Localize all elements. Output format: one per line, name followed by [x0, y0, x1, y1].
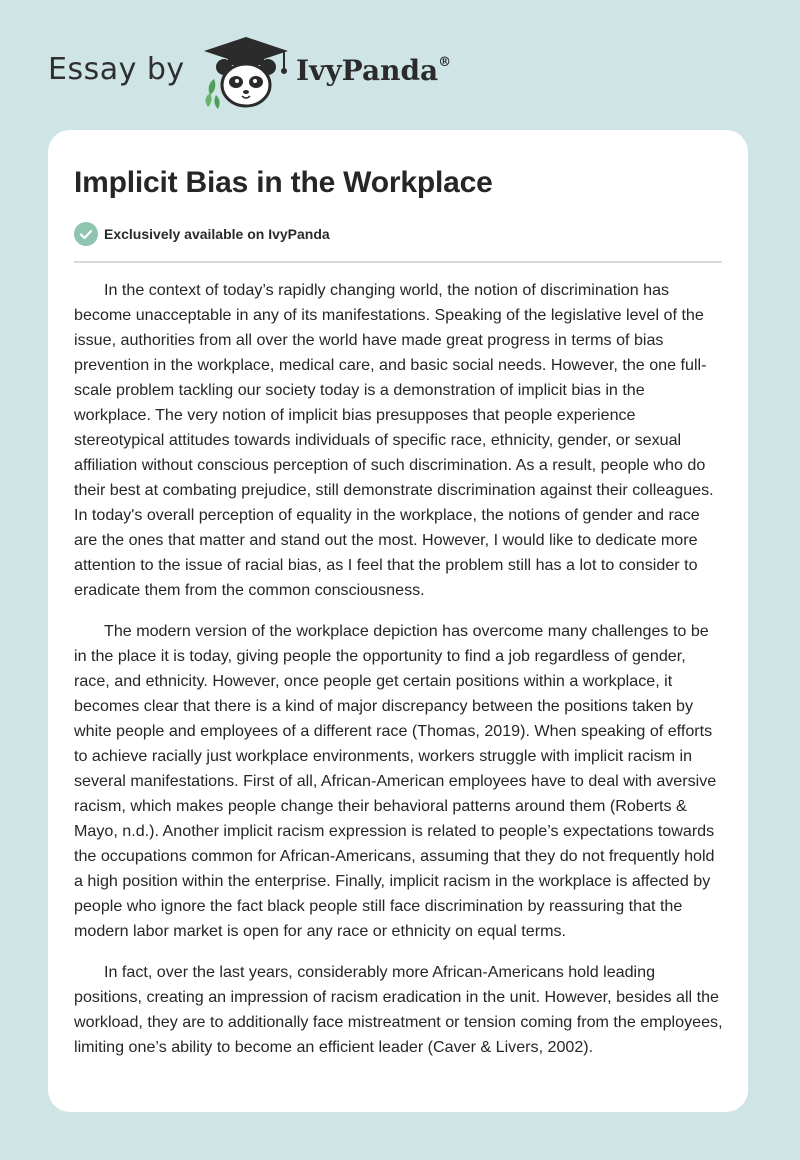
essay-body	[74, 278, 724, 1076]
check-circle-icon	[74, 222, 98, 246]
registered-mark: ®	[438, 54, 452, 70]
essay-title: Implicit Bias in the Workplace	[74, 166, 493, 199]
ivypanda-logo-icon[interactable]	[200, 35, 292, 111]
paragraph: The modern version of the workplace depiction has overcome many challenges to be in the place it is today, giving people the opportunity to find a job regardless of gender, race, and ethnicity. However, once people get certain positions within a workplace, it becomes clear that there is a kind of major discrepancy between the positions taken by white people and employees of a different race (Thomas, 2019). When speaking of efforts to achieve racially just workplace environments, workers struggle with implicit racism in several manifestations. First of all, African-American employees have to deal with aversive racism, which makes people change their behavioral patterns around them (Roberts & Mayo, n.d.). Another implicit racism expression is related to people’s expectations towards the occupations common for African-Americans, assuming that they do not frequently hold a high position within the enterprise. Finally, implicit racism in the workplace is affected by people who ignore the fact black people still face discrimination by reassuring that the modern labor market is open for any race or ethnicity on equal terms.	[74, 622, 717, 940]
essay-card	[48, 130, 748, 1112]
paragraph: In the context of today’s rapidly changing world, the notion of discrimination has become unacceptable in any of its manifestations. Speaking of the legislative level of the issue, authorities from all over the world have made great progress in terms of bias prevention in the workplace, medical care, and basic social needs. However, the one full-scale problem tackling our society today is a demonstration of implicit bias in the workplace. The very notion of implicit bias presupposes that people experience stereotypical attitudes towards individuals of specific race, ethnicity, gender, or sexual affiliation without conscious perception of such discrimination. As a result, people who do their best at combating prejudice, still demonstrate discrimination against their colleagues. In today's overall perception of equality in the workplace, the notions of gender and race are the ones that matter and stand out the most. However, I would like to dedicate more attention to the issue of racial bias, as I feel that the problem still has a lot to consider to eradicate them from the common consciousness.	[74, 281, 714, 599]
exclusive-badge	[74, 222, 330, 246]
exclusive-label: Exclusively available on IvyPanda	[104, 226, 330, 242]
essay-by-label: Essay by	[48, 52, 185, 87]
paragraph: In fact, over the last years, considerably more African-Americans hold leading positions, creating an impression of racism eradication in the unit. However, besides all the workload, they are to additionally face mistreatment or tension coming from the employees, limiting one’s ability to become an efficient leader (Caver & Livers, 2002).	[74, 963, 723, 1056]
title-divider	[74, 261, 722, 263]
site-header	[0, 0, 800, 130]
brand-name[interactable]: IvyPanda®	[296, 54, 452, 87]
